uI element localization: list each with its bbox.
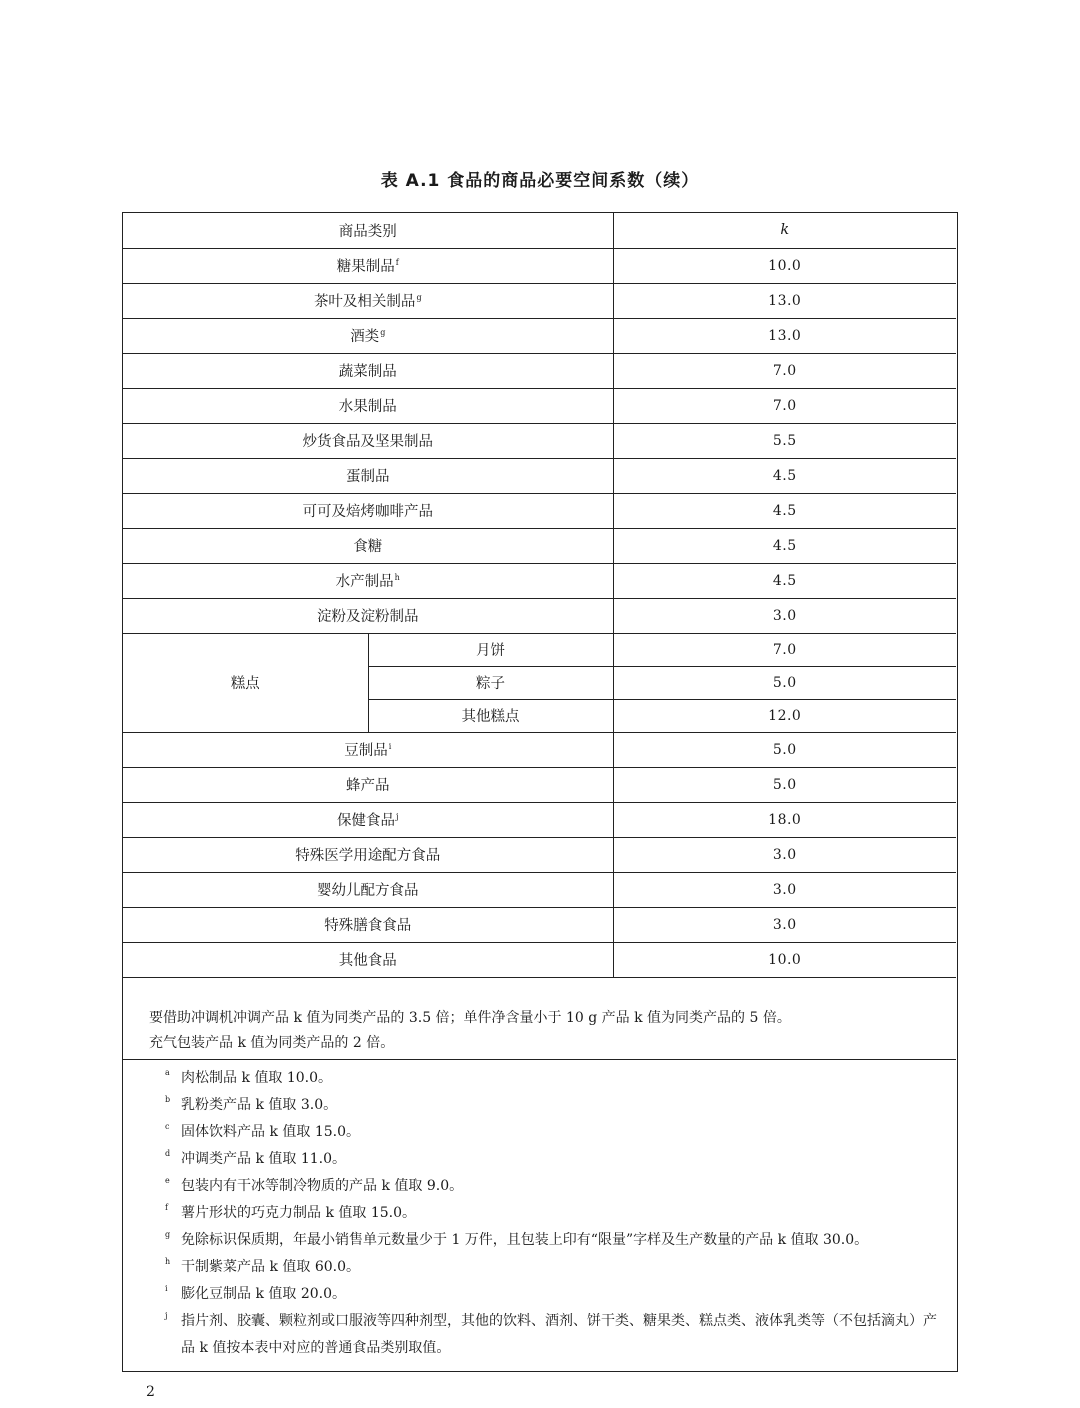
category-name: 其他食品	[338, 953, 397, 969]
table-row	[123, 528, 956, 563]
table-note	[123, 998, 956, 1060]
footnote-item	[123, 1227, 956, 1254]
footnote-item	[123, 1173, 956, 1200]
footnote-item	[123, 1254, 956, 1281]
table-row	[123, 732, 956, 767]
category-cell	[123, 942, 613, 977]
table-row	[123, 872, 956, 907]
category-name: 食糖	[353, 539, 383, 555]
footnote-mark: a	[165, 1068, 170, 1077]
footnote-item	[123, 1281, 956, 1308]
category-name: 蔬菜制品	[338, 364, 397, 380]
footnote-text: 冲调类产品 k 值取 11.0。	[181, 1151, 347, 1167]
category-name: 淀粉及淀粉制品	[317, 609, 419, 625]
k-value: 4.5	[613, 563, 956, 598]
header-category: 商品类别	[123, 213, 613, 248]
footnote-mark: b	[165, 1095, 171, 1104]
subcategory-cell: 月饼	[368, 633, 613, 666]
table-row	[123, 458, 956, 493]
category-name: 蜂产品	[346, 778, 390, 794]
footnote-item	[123, 1092, 956, 1119]
footnote-item	[123, 1119, 956, 1146]
footnote-ref: g	[416, 293, 422, 303]
category-name: 水果制品	[338, 399, 397, 415]
footnote-ref: j	[396, 812, 399, 822]
footnote-mark: d	[165, 1149, 171, 1158]
header-k: k	[613, 213, 956, 248]
footnote-text: 乳粉类产品 k 值取 3.0。	[181, 1097, 338, 1113]
note-line-2: 充气包装产品 k 值为同类产品的 2 倍。	[149, 1035, 395, 1051]
k-value: 3.0	[613, 907, 956, 942]
k-value: 10.0	[613, 942, 956, 977]
k-value: 5.0	[613, 666, 956, 699]
k-value: 7.0	[613, 388, 956, 423]
table-row	[123, 423, 956, 458]
category-cell	[123, 837, 613, 872]
footnote-text: 膨化豆制品 k 值取 20.0。	[181, 1286, 347, 1302]
category-cell	[123, 907, 613, 942]
k-value: 5.0	[613, 767, 956, 802]
k-value: 13.0	[613, 283, 956, 318]
footnote-text: 免除标识保质期，年最小销售单元数量少于 1 万件，且包装上印有“限量”字样及生产数量的产品 k 值取 30.0。	[181, 1232, 869, 1248]
category-cell	[123, 563, 613, 598]
note-line-1: 要借助冲调机冲调产品 k 值为同类产品的 3.5 倍；单件净含量小于 10 g 产品 k 值为同类产品的 5 倍。	[149, 1010, 791, 1026]
footnote-text: 干制紫菜产品 k 值取 60.0。	[181, 1259, 361, 1275]
footnote-item	[123, 1065, 956, 1092]
footnote-item	[123, 1146, 956, 1173]
footnote-ref: g	[380, 328, 386, 338]
k-value: 5.5	[613, 423, 956, 458]
category-cell	[123, 598, 613, 633]
table-row	[123, 802, 956, 837]
category-cell	[123, 353, 613, 388]
footnote-text: 包装内有干冰等制冷物质的产品 k 值取 9.0。	[181, 1178, 464, 1194]
k-value: 12.0	[613, 699, 956, 732]
category-cell	[123, 732, 613, 767]
k-value: 3.0	[613, 598, 956, 633]
footnote-text: 肉松制品 k 值取 10.0。	[181, 1070, 333, 1086]
k-value: 10.0	[613, 248, 956, 283]
header-row	[123, 213, 956, 248]
category-name: 婴幼儿配方食品	[317, 883, 419, 899]
category-cell	[123, 802, 613, 837]
k-value: 4.5	[613, 528, 956, 563]
k-value: 18.0	[613, 802, 956, 837]
footnote-text: 薯片形状的巧克力制品 k 值取 15.0。	[181, 1205, 417, 1221]
table-row	[123, 767, 956, 802]
k-value: 4.5	[613, 493, 956, 528]
table-frame	[122, 212, 958, 1372]
table-row	[123, 598, 956, 633]
category-name: 茶叶及相关制品	[313, 294, 416, 310]
category-name: 豆制品	[344, 743, 388, 759]
k-value: 4.5	[613, 458, 956, 493]
table-row	[123, 283, 956, 318]
page-number: 2	[146, 1384, 155, 1400]
table-row	[123, 388, 956, 423]
k-value: 13.0	[613, 318, 956, 353]
footnotes	[123, 1065, 956, 1362]
footnote-mark: i	[165, 1284, 168, 1293]
k-value: 3.0	[613, 872, 956, 907]
k-value: 7.0	[613, 633, 956, 666]
footnote-ref: i	[388, 742, 392, 752]
table-body	[123, 213, 956, 977]
footnote-text: 固体饮料产品 k 值取 15.0。	[181, 1124, 361, 1140]
table-row	[123, 353, 956, 388]
table-row	[123, 907, 956, 942]
category-name: 水产制品	[335, 574, 394, 590]
category-name: 特殊医学用途配方食品	[295, 848, 441, 864]
footnote-mark: h	[165, 1257, 171, 1266]
category-name: 保健食品	[337, 813, 395, 829]
category-cell	[123, 248, 613, 283]
k-value: 5.0	[613, 732, 956, 767]
category-cell	[123, 283, 613, 318]
category-name: 特殊膳食食品	[324, 918, 412, 934]
category-name: 炒货食品及坚果制品	[302, 434, 433, 450]
category-cell	[123, 872, 613, 907]
table-title: 表 A.1 食品的商品必要空间系数（续）	[380, 171, 700, 191]
footnote-mark: f	[165, 1203, 168, 1212]
table-row	[123, 563, 956, 598]
group-cell-cake: 糕点	[123, 633, 368, 732]
k-value: 3.0	[613, 837, 956, 872]
footnote-item	[123, 1200, 956, 1227]
footnote-ref: h	[394, 573, 400, 583]
category-cell	[123, 318, 613, 353]
footnote-item	[123, 1308, 956, 1362]
footnote-mark: e	[165, 1176, 170, 1185]
table-row	[123, 493, 956, 528]
table-row	[123, 318, 956, 353]
coefficient-table	[123, 213, 956, 978]
subcategory-cell: 其他糕点	[368, 699, 613, 732]
table-row	[123, 942, 956, 977]
footnote-mark: c	[165, 1122, 170, 1131]
category-name: 蛋制品	[346, 469, 390, 485]
subcategory-cell: 粽子	[368, 666, 613, 699]
category-cell	[123, 767, 613, 802]
footnote-ref: f	[395, 258, 399, 268]
category-cell	[123, 458, 613, 493]
category-cell	[123, 388, 613, 423]
category-cell	[123, 423, 613, 458]
footnote-mark: g	[165, 1230, 171, 1239]
category-cell	[123, 493, 613, 528]
category-cell	[123, 528, 613, 563]
k-value: 7.0	[613, 353, 956, 388]
category-name: 糖果制品	[336, 259, 395, 275]
table-row	[123, 633, 956, 666]
category-name: 可可及焙烤咖啡产品	[302, 504, 433, 520]
category-name: 酒类	[350, 329, 380, 345]
footnote-text: 指片剂、胶囊、颗粒剂或口服液等四种剂型，其他的饮料、酒剂、饼干类、糖果类、糕点类、液体乳类等（不包括滴丸）产品 k 值按本表中对应的普通食品类别取值。	[181, 1313, 937, 1356]
table-row	[123, 248, 956, 283]
table-row	[123, 837, 956, 872]
footnote-mark: j	[165, 1311, 168, 1320]
